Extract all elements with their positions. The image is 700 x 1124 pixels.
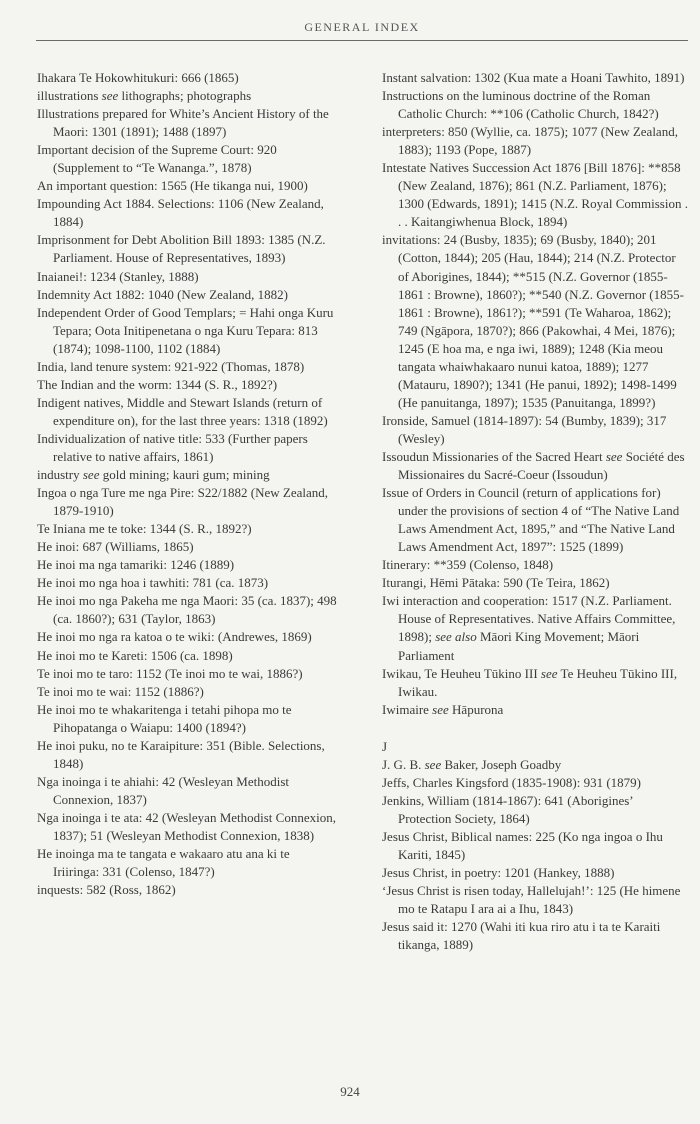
index-entry [37,520,337,538]
running-header-title: GENERAL INDEX [304,20,420,34]
entry-text: Te Heuheu Tūkino III, Iwikau. [398,665,678,699]
index-entry [37,628,337,646]
index-entry [37,647,337,665]
entry-text: Société des Missionaires du Sacré-Coeur (Issoudun) [398,448,685,483]
index-entry [382,412,688,448]
index-entry [382,665,688,701]
entry-text: Jenkins, William (1814-1867): 641 (Aborigines’ Protection Society, 1864) [382,792,633,826]
entry-text: illustrations [37,88,102,104]
entry-text: Jeffs, Charles Kingsford (1835-1908): 931 (1879) [382,774,641,790]
entry-text: He inoi puku, no te Karaipiture: 351 (Bible. Selections, 1848) [37,737,325,771]
entry-text: Individualization of native title: 533 (Further papers relative to native affairs, 1861) [37,430,308,464]
page-number: 924 [340,1084,360,1099]
entry-text: industry [37,467,83,483]
index-entry [37,376,337,394]
entry-text: Jesus said it: 1270 (Wahi iti kua riro atu i ta te Karaiti tikanga, 1889) [382,919,661,953]
entry-text: Important decision of the Supreme Court: 920 (Supplement to “Te Wananga.”, 1878) [37,142,277,176]
entry-text: Baker, Joseph Goadby [441,756,562,772]
entry-text: Iwimaire [382,701,433,717]
cross-reference: see also [435,629,477,645]
index-entry [382,774,688,792]
entry-text: invitations: 24 (Busby, 1835); 69 (Busby, 1840); 201 (Cotton, 1844); 205 (Hau, 1844); 214 (N.Z. Protector of Aborigines, 1844); **515 (N.Z. Governor (1855-1861 : Browne), 1860?); **540 (N.Z. Governor (1855-1861 : Browne), 1861?); **591 (Te Waharoa, 1862); 749 (Ngāpora, 1870?); 866 (Pakowhai, 4 Mei, 1876); 1245 (E hoa ma, e nga iwi, 1889); 1248 (Kia meou tangata whaiwhakaaro nunui katoa, 1889); 1277 (Matauru, 1890?); 1341 (He panui, 1892); 1498-1499 (He panuitanga, 1897); 1535 (Panuitanga, 1899?) [382,232,684,410]
entry-text: ‘Jesus Christ is risen today, Hallelujah!’: 125 (He himene mo te Ratapu I ara ai a Ihu, 1843) [382,883,681,917]
entry-text: Imprisonment for Debt Abolition Bill 1893: 1385 (N.Z. Parliament. House of Representatives, 1893) [37,232,326,266]
index-entry [37,141,337,177]
entry-text: He inoi mo nga Pakeha me nga Maori: 35 (ca. 1837); 498 (ca. 1860?); 631 (Taylor, 1863) [37,593,337,627]
cross-reference: see [424,756,442,772]
index-entry [382,556,688,574]
entry-text: Itinerary: **359 (Colenso, 1848) [382,557,554,573]
entry-text: He inoinga ma te tangata e wakaaro atu ana ki te Iriiringa: 331 (Colenso, 1847?) [37,846,290,880]
index-entry [382,792,688,828]
entry-text: J. G. B. [382,756,425,772]
index-entry [37,592,337,628]
entry-text: Instructions on the luminous doctrine of the Roman Catholic Church: **106 (Catholic Church, 1842?) [382,88,659,122]
entry-text: He inoi mo te Kareti: 1506 (ca. 1898) [37,647,233,663]
entry-text: He inoi: 687 (Williams, 1865) [37,539,194,555]
index-entry [37,773,337,809]
cross-reference: see [101,88,119,104]
index-entry [37,665,337,683]
cross-reference: see [82,467,100,483]
index-entry [37,304,337,358]
entry-text: Hāpurona [448,701,504,717]
index-entry [37,231,337,267]
index-entry [37,683,337,701]
index-entry [382,592,688,664]
entry-text: lithographs; photographs [118,88,252,104]
index-entry [37,737,337,773]
index-entry [37,358,337,376]
index-entry [382,882,688,918]
index-entry [382,574,688,592]
index-entry [382,756,688,774]
entry-text: Impounding Act 1884. Selections: 1106 (New Zealand, 1884) [37,196,324,230]
index-entries-j [382,756,688,955]
index-entry [382,123,688,159]
entry-text: Issoudun Missionaries of the Sacred Heart [382,448,606,464]
entry-text: Ingoa o nga Ture me nga Pire: S22/1882 (New Zealand, 1879-1910) [37,485,329,519]
entry-text: Nga inoinga i te ata: 42 (Wesleyan Methodist Connexion, 1837); 51 (Wesleyan Methodist Connexion, 1838) [37,809,336,843]
index-entry [37,701,337,737]
index-entry [37,195,337,231]
index-entries-i [382,69,688,719]
entry-text: Te inoi mo te wai: 1152 (1886?) [37,683,204,699]
cross-reference: see [605,448,623,464]
section-letter-j: J [382,738,388,754]
entry-text: Jesus Christ, in poetry: 1201 (Hankey, 1888) [382,865,615,881]
entry-text: Instant salvation: 1302 (Kua mate a Hoani Tawhito, 1891) [382,70,685,85]
entry-text: An important question: 1565 (He tikanga nui, 1900) [37,178,308,194]
index-entry [37,286,337,304]
entry-text: The Indian and the worm: 1344 (S. R., 1892?) [37,376,278,392]
index-entry [37,809,337,845]
entry-text: Te inoi mo te taro: 1152 (Te inoi mo te wai, 1886?) [37,665,303,681]
entry-text: He inoi ma nga tamariki: 1246 (1889) [37,557,235,573]
index-entry [37,466,337,484]
entry-text: Nga inoinga i te ahiahi: 42 (Wesleyan Methodist Connexion, 1837) [37,773,290,807]
index-entry [382,484,688,556]
index-entry [382,864,688,882]
index-entry [382,69,688,87]
index-entry [37,538,337,556]
index-entry [382,701,688,719]
entry-text: Iwikau, Te Heuheu Tūkino III [382,665,541,681]
entry-text: gold mining; kauri gum; mining [99,467,270,483]
entry-text: interpreters: 850 (Wyllie, ca. 1875); 1077 (New Zealand, 1883); 1193 (Pope, 1887) [382,124,678,158]
index-entry [382,448,688,484]
entry-text: Illustrations prepared for White’s Ancient History of the Maori: 1301 (1891); 1488 (1897) [37,106,329,140]
index-entry [37,105,337,141]
entry-text: Te Iniana me te toke: 1344 (S. R., 1892?) [37,521,252,537]
index-entry [382,231,688,411]
index-entry [382,159,688,231]
entry-text: Iturangi, Hēmi Pātaka: 590 (Te Teira, 1862) [382,575,610,591]
entry-text: India, land tenure system: 921-922 (Thomas, 1878) [37,358,305,374]
index-entry [382,828,688,864]
index-entry [37,177,337,195]
index-entry [37,556,337,574]
cross-reference: see [432,701,449,717]
entry-text: inquests: 582 (Ross, 1862) [37,882,176,898]
index-entry [37,394,337,430]
index-entry [37,430,337,466]
entry-text: Iwi interaction and cooperation: 1517 (N.Z. Parliament. House of Representatives. Native Affairs Committee, 1898); [382,593,676,645]
running-header [36,14,688,41]
entry-text: He inoi mo nga hoa i tawhiti: 781 (ca. 1873) [37,575,269,591]
entry-text: Māori King Movement; Māori Parliament [398,629,640,663]
entry-text: He inoi mo te whakaritenga i tetahi pihopa mo te Pihopatanga o Waiapu: 1400 (1894?) [37,701,292,735]
entry-text: Independent Order of Good Templars; = Hahi onga Kuru Tepara; Oota Initipenetana o nga Kuru Tepara: 813 (1874); 1098-1100, 1102 (1884) [37,304,334,356]
entry-text: Indemnity Act 1882: 1040 (New Zealand, 1882) [37,286,288,302]
index-entry [37,69,337,87]
index-column-right [382,69,688,954]
index-entry [37,87,337,105]
index-entry [382,87,688,123]
entry-text: Ihakara Te Hokowhitukuri: 666 (1865) [37,70,239,85]
index-entry [37,484,337,520]
entry-text: Inaianei!: 1234 (Stanley, 1888) [37,268,199,284]
entry-text: Indigent natives, Middle and Stewart Islands (return of expenditure on), for the last three years: 1318 (1892) [37,394,328,428]
entry-text: He inoi mo nga ra katoa o te wiki: (Andrewes, 1869) [37,629,312,645]
entry-text: Jesus Christ, Biblical names: 225 (Ko nga ingoa o Ihu Kariti, 1845) [382,828,663,862]
index-entry [37,574,337,592]
entry-text: Intestate Natives Succession Act 1876 [Bill 1876]: **858 (New Zealand, 1876); 861 (N.Z. Parliament, 1876); 1300 (Edwards, 1891); 1415 (N.Z. Royal Commission . . . Kaitangiwhenua Block, 1894) [382,160,688,230]
index-column-left [37,69,337,899]
index-entry [37,845,337,881]
cross-reference: see [540,665,558,681]
index-entry [37,881,337,899]
entry-text: Issue of Orders in Council (return of applications for) under the provisions of section 4 of “The Native Land Laws Amendment Act, 1895,” and “The Native Land Laws Amendment Act, 1897”: 1525 (1899) [382,485,680,555]
index-entry [37,268,337,286]
index-entry [382,918,688,954]
entry-text: Ironside, Samuel (1814-1897): 54 (Bumby, 1839); 317 (Wesley) [382,412,667,446]
